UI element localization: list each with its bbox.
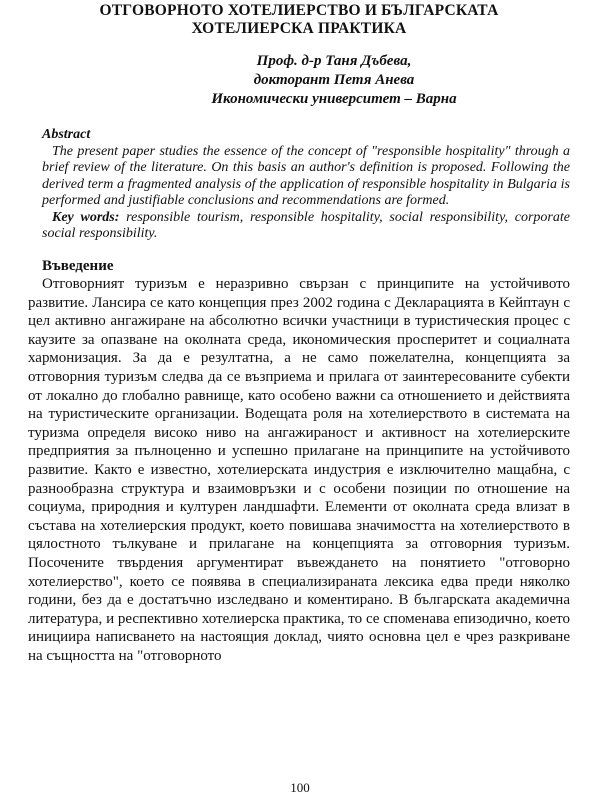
abstract-text: The present paper studies the essence of the concept of "responsible hospitality" through a brief review of the literature. On this basis an author's definition is proposed. Following the derived term a fragmented analysis of the application of responsible hospitality in Bulgaria is performed and justifiable conclusions and recommendations are formed. [42, 143, 570, 208]
paper-title [28, 2, 570, 38]
introduction-section [28, 257, 570, 666]
affiliation-line: Икономически университет – Варна [211, 91, 457, 107]
keywords-label: Key words: [52, 209, 120, 225]
abstract-section [28, 127, 570, 243]
paper-title-line-1: ОТГОВОРНОТО ХОТЕЛИЕРСТВО И БЪЛГАРСКАТА [99, 2, 499, 19]
author-block [28, 52, 570, 109]
keywords-text: responsible tourism, responsible hospitality, social responsibility, corporate social responsibility. [42, 209, 570, 241]
author-line-1: Проф. д-р Таня Дъбева, [256, 53, 412, 69]
page-number: 100 [290, 780, 310, 795]
keywords-paragraph [42, 210, 570, 243]
paper-title-line-2: ХОТЕЛИЕРСКА ПРАКТИКА [191, 20, 407, 37]
introduction-paragraph: Отговорният туризъм е неразривно свързан с принципите на устойчивото развитие. Лансира се като концепция през 2002 година с Декларацията в Кейптаун с цел активно ангажиране на абсолютно всички участници в туристическия процес с каузите за опазване на околната среда, икономическия просперитет и социалната хармонизация. За да е резултатна, а не само пожелателна, концепцията за отговорния туризъм следва да се възприема и прилага от заинтересованите субекти от локално до глобално равнище, като особено важни са отношението и действията на туристическите организации. Водещата роля на хотелиерството в системата на туризма определя високо ниво на ангажираност и активност на хотелиерските предприятия за пълноценно и успешно прилагане на принципите на устойчивото развитие. Както е известно, хотелиерската индустрия е изключително мащабна, с разнообразна структура и взаимовръзки и с особени позиции по отношение на социума, природния и културен ландшафти. Елементи от околната среда влизат в състава на хотелиерския продукт, което повишава значимостта на хотелиерството в цялостното тълкуване и прилагане на концепцията за отговорния туризъм. Посочените твърдения аргументират въвеждането на понятието "отговорно хотелиерство", което се появява в специализираната лексика едва преди няколко години, без да е достатъчно изследвано и коментирано. В българската академична литература, и респективно хотелиерска практика, то се споменава епизодично, което инициира написването на настоящия доклад, чиято основна цел е чрез разкриване на същността на "отговорното [28, 276, 570, 664]
abstract-heading: Abstract [42, 127, 91, 142]
introduction-heading: Въведение [42, 257, 114, 274]
author-line-2: докторант Петя Анева [253, 72, 415, 88]
